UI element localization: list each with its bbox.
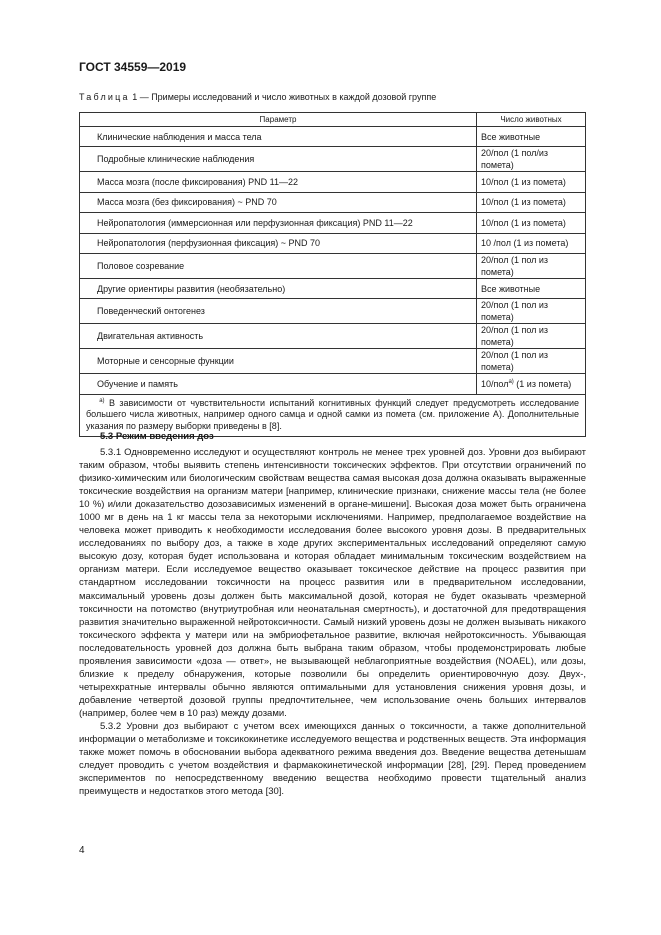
footnote-text: В зависимости от чувствительности испытаний когнитивных функций следует предусмотреть исследование большего числа животных, например одного самца и одной самки из помета (см. приложение А). Дополнительные указания по размеру выборки приведены в [8]. [86, 397, 579, 431]
animal-count-cell: Все животные [477, 278, 586, 298]
animal-count-cell: 10/пол (1 из помета) [477, 172, 586, 192]
column-header-parameter: Параметр [80, 113, 477, 127]
paragraph-5-3-2: 5.3.2 Уровни доз выбирают с учетом всех имеющихся данных о токсичности, а также дополнительной информации о метаболизме и токсикокинетике исследуемого вещества и родственных веществ. Эта информация также может помочь в обосновании выбора адекватного режима введения доз. Введение вещества детенышам следует проводить с учетом воздействия и фармакокинетической информации [28], [29]. Перед проведением экспериментов по непосредственному введению вещества необходимо провести тщательный анализ преимуществ и недостатков этого метода [30]. [79, 720, 586, 798]
parameter-cell: Обучение и память [80, 374, 477, 394]
table-row [80, 192, 586, 212]
parameter-cell: Клинические наблюдения и масса тела [80, 127, 477, 147]
animal-count-cell: 10/пол (1 из помета) [477, 192, 586, 212]
table-caption-label: Таблица [79, 92, 130, 102]
table-row [80, 172, 586, 192]
animal-count-cell: 10/пол$^{а)}$ (1 из помета) [477, 374, 586, 394]
table-row [80, 299, 586, 324]
animal-count-cell: 10 /пол (1 из помета) [477, 233, 586, 253]
table-row [80, 349, 586, 374]
paragraph-5-3-1: 5.3.1 Одновременно исследуют и осуществляют контроль не менее трех уровней доз. Уровни доз выбирают таким образом, чтобы выявить степень интенсивности токсических эффектов. При отсутствии ограничений по физико-химическим или биологическим свойствам вещества самая высокая доза должна оказывать выраженные токсические воздействия на организм матери [например, клинические признаки, снижение массы тела (не более 10 %) и/или доказательство дозозависимых изменений в органе-мишени]. Высокая доза может быть ограничена 1000 мг в день на 1 кг массы тела за некоторыми исключениями. Например, предполагаемое воздействие на человека может приводить к необходимости исследования более высокого уровня дозы. В предварительных исследованиях по выбору доз, а также в ходе других экспериментальных исследований определяют самую высокую дозу, которая будет использована и которая обладает минимальным токсическим воздействием на организм матери. Если исследуемое вещество оказывает токсическое действие на процесс развития при стандартном исследовании токсичности на процесс развития или в предварительном исследовании, максимальный уровень дозы должен быть максимальной дозой, которая не будет оказывать чрезмерной токсичности на потомство (внутриутробная или неонатальная смертность), и достаточной для предотвращения развития значительно выраженной нейротоксичности. Самый низкий уровень дозы не должен вызывать никакого токсического эффекта у матери или на эмбриофетальное развитие, включая нейротоксичность. Убывающая последовательность уровней доз должна быть выбрана таким образом, чтобы продемонстрировать любые проявления зависимости «доза — ответ», не вызывающей неблагоприятные воздействия (NOAEL), или дозы, близкие к пределу обнаружения, которые позволили бы определить ориентировочную дозу. Двух-, четырехкратные интервалы обычно являются оптимальными для установления снижения уровня дозы, и добавление четвертой дозовой группы предпочтительнее, чем использование очень больших интервалов (например, более чем в 10 раз) между дозами. [79, 447, 586, 719]
table-row [80, 278, 586, 298]
table-row [80, 127, 586, 147]
animal-count-cell: 20/пол (1 пол из помета) [477, 349, 586, 374]
parameter-cell: Масса мозга (без фиксирования) ~ PND 70 [80, 192, 477, 212]
table-row [80, 233, 586, 253]
animal-count-cell: 20/пол (1 пол/из помета) [477, 147, 586, 172]
table-row [80, 324, 586, 349]
table-caption-text: 1 — Примеры исследований и число животных в каждой дозовой группе [129, 92, 437, 102]
animal-count-cell: 10/пол (1 из помета) [477, 213, 586, 233]
animal-count-cell: 20/пол (1 пол из помета) [477, 299, 586, 324]
table-row [80, 213, 586, 233]
animal-count-cell: 20/пол (1 пол из помета) [477, 324, 586, 349]
footnote-ref: а) [508, 379, 514, 386]
animal-count-cell: Все животные [477, 127, 586, 147]
table-row [80, 374, 586, 394]
parameter-cell: Моторные и сенсорные функции [80, 349, 477, 374]
column-header-animal-count: Число животных [477, 113, 586, 127]
animal-count-cell: 20/пол (1 пол из помета) [477, 253, 586, 278]
footnote-marker: а) [99, 397, 105, 404]
parameter-cell: Поведенческий онтогенез [80, 299, 477, 324]
parameter-cell: Половое созревание [80, 253, 477, 278]
parameter-cell: Двигательная активность [80, 324, 477, 349]
table-caption [79, 92, 436, 102]
animals-table [79, 112, 586, 437]
section-heading: 5.3 Режим введения доз [100, 431, 214, 442]
parameter-cell: Другие ориентиры развития (необязательно) [80, 278, 477, 298]
parameter-cell: Масса мозга (после фиксирования) PND 11—22 [80, 172, 477, 192]
table-row [80, 147, 586, 172]
section-body [79, 446, 586, 798]
parameter-cell: Нейропатология (перфузионная фиксация) ~ PND 70 [80, 233, 477, 253]
standard-header: ГОСТ 34559—2019 [79, 60, 187, 74]
parameter-cell: Подробные клинические наблюдения [80, 147, 477, 172]
parameter-cell: Нейропатология (иммерсионная или перфузионная фиксация) PND 11—22 [80, 213, 477, 233]
table-header-row [80, 113, 586, 127]
table-row [80, 253, 586, 278]
page-number: 4 [79, 845, 85, 856]
